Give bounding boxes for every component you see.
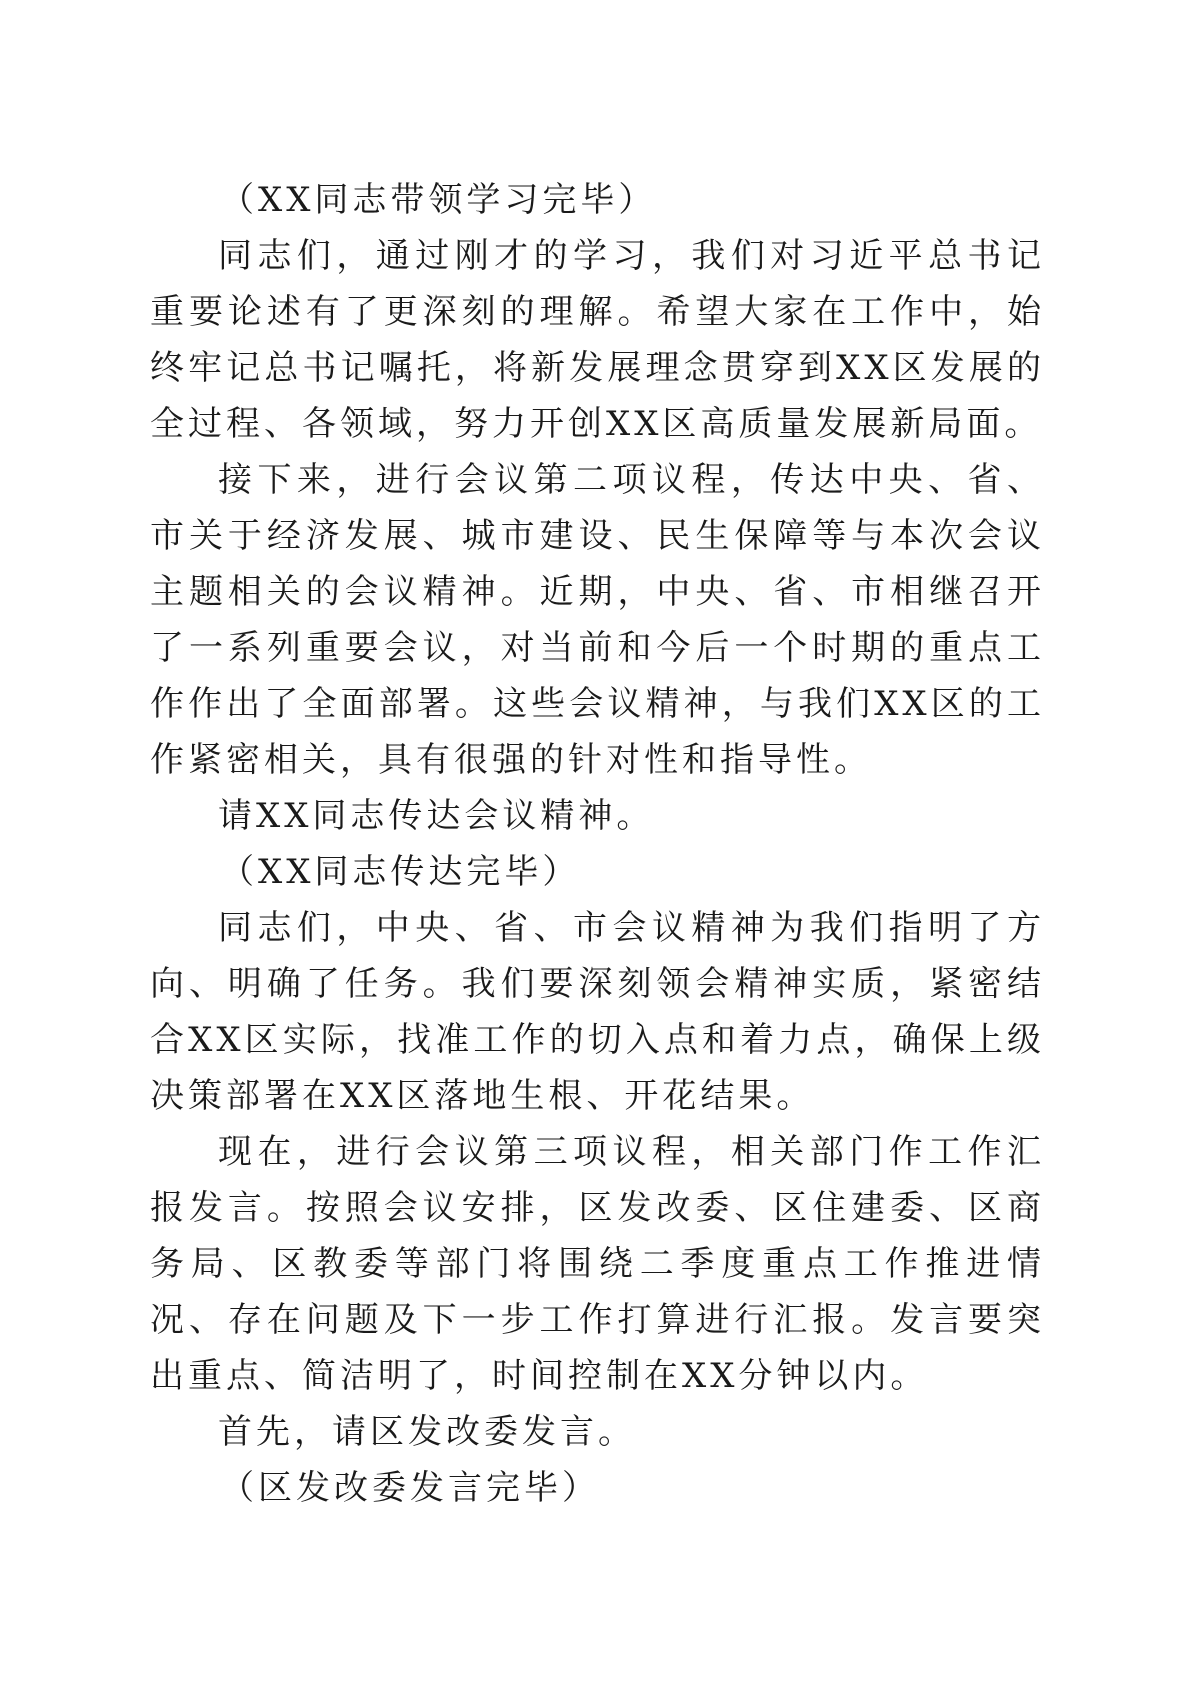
- paragraph-speech-complete: （区发改委发言完毕）: [220, 1468, 600, 1508]
- paragraph-invite-convey: 请XX同志传达会议精神。: [218, 796, 655, 836]
- document-body: [150, 172, 1045, 1516]
- paragraph-agenda-item-two: 接下来，进行会议第二项议程，传达中央、省、市关于经济发展、城市建设、民生保障等与本次会议主题相关的会议精神。近期，中央、省、市相继召开了一系列重要会议，对当前和今后一个时期的重点工作作出了全面部署。这些会议精神，与我们XX区的工作紧密相关，具有很强的针对性和指导性。: [150, 460, 1045, 780]
- paragraph-convey-summary: 同志们，中央、省、市会议精神为我们指明了方向、明确了任务。我们要深刻领会精神实质，紧密结合XX区实际，找准工作的切入点和着力点，确保上级决策部署在XX区落地生根、开花结果。: [150, 908, 1045, 1116]
- paragraph-first-speaker: 首先，请区发改委发言。: [218, 1412, 636, 1452]
- paragraph-convey-complete: （XX同志传达完毕）: [220, 852, 581, 892]
- paragraph-study-summary: 同志们，通过刚才的学习，我们对习近平总书记重要论述有了更深刻的理解。希望大家在工作中，始终牢记总书记嘱托，将新发展理念贯穿到XX区发展的全过程、各领域，努力开创XX区高质量发展新局面。: [150, 236, 1045, 444]
- paragraph-study-complete: （XX同志带领学习完毕）: [220, 180, 657, 220]
- paragraph-agenda-item-three: 现在，进行会议第三项议程，相关部门作工作汇报发言。按照会议安排，区发改委、区住建委、区商务局、区教委等部门将围绕二季度重点工作推进情况、存在问题及下一步工作打算进行汇报。发言要突出重点、简洁明了，时间控制在XX分钟以内。: [150, 1132, 1045, 1396]
